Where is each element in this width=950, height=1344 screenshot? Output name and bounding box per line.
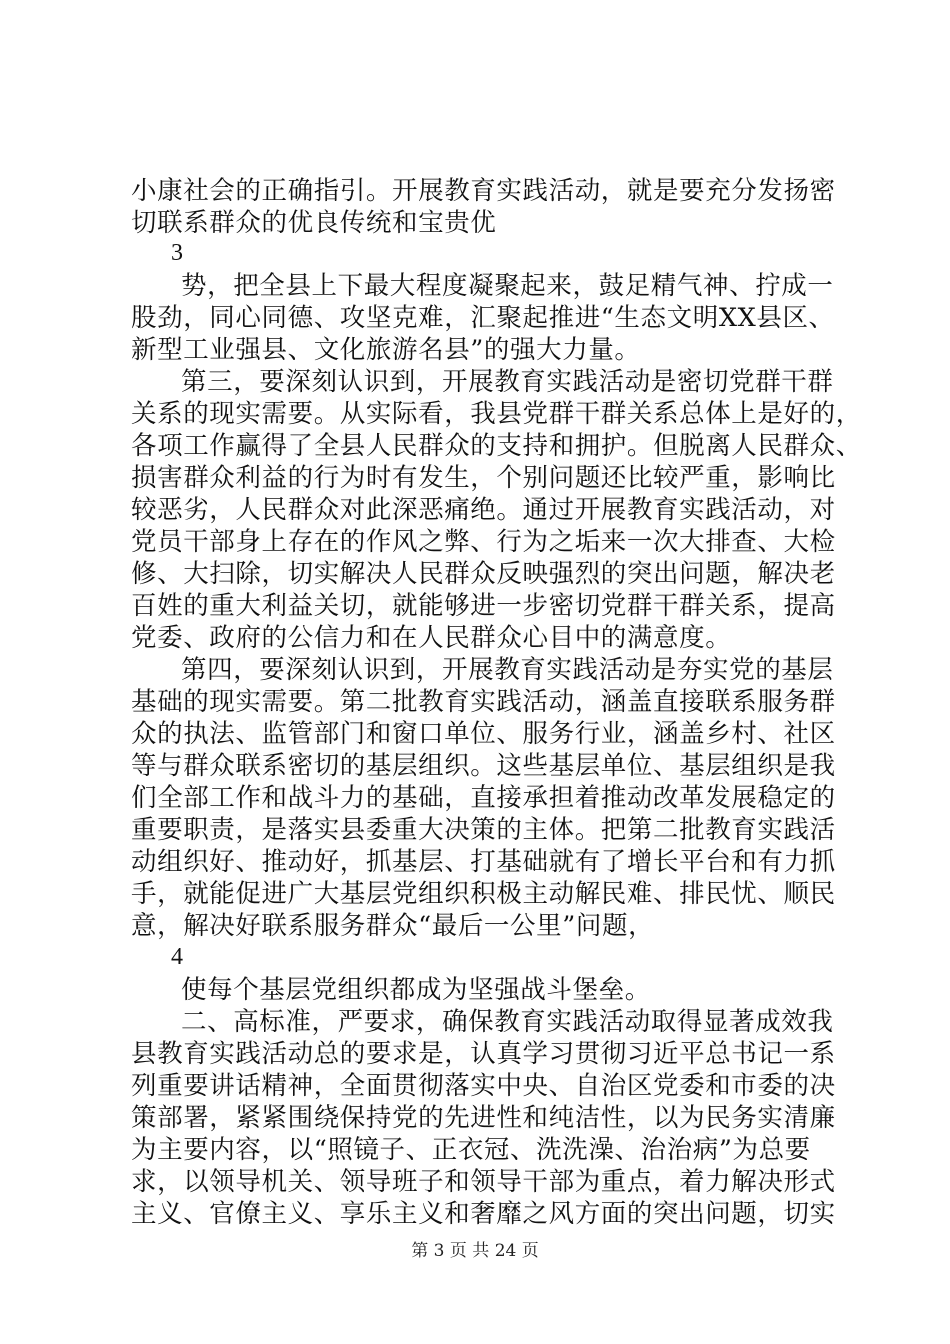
text-line: 列重要讲话精神，全面贯彻落实中央、自治区党委和市委的决 bbox=[131, 1071, 836, 1101]
text-line: 百姓的重大利益关切，就能够进一步密切党群干群关系，提高 bbox=[131, 591, 836, 621]
text-line: 主义、官僚主义、享乐主义和奢靡之风方面的突出问题，切实 bbox=[131, 1199, 836, 1229]
inline-page-number: 4 bbox=[171, 944, 183, 970]
text-line: 第四，要深刻认识到，开展教育实践活动是夯实党的基层 bbox=[181, 655, 834, 685]
text-line: 为主要内容，以“照镜子、正衣冠、洗洗澡、治治病”为总要 bbox=[131, 1135, 811, 1165]
text-line: 各项工作赢得了全县人民群众的支持和拥护。但脱离人民群众、 bbox=[131, 431, 862, 461]
inline-page-number: 3 bbox=[171, 240, 183, 266]
text-line: 县教育实践活动总的要求是，认真学习贯彻习近平总书记一系 bbox=[131, 1039, 836, 1069]
text-line: 动组织好、推动好，抓基层、打基础就有了增长平台和有力抓 bbox=[131, 847, 836, 877]
text-line: 股劲，同心同德、攻坚克难，汇聚起推进“生态文明XX县区、 bbox=[131, 303, 835, 333]
text-line: 势，把全县上下最大程度凝聚起来，鼓足精气神、拧成一 bbox=[181, 271, 834, 301]
text-line: 新型工业强县、文化旅游名县”的强大力量。 bbox=[131, 335, 641, 365]
text-line: 损害群众利益的行为时有发生，个别问题还比较严重，影响比 bbox=[131, 463, 836, 493]
text-line: 等与群众联系密切的基层组织。这些基层单位、基层组织是我 bbox=[131, 751, 836, 781]
page-footer: 第 3 页 共 24 页 bbox=[411, 1241, 539, 1261]
text-line: 手，就能促进广大基层党组织积极主动解民难、排民忧、顺民 bbox=[131, 879, 836, 909]
text-line: 第三，要深刻认识到，开展教育实践活动是密切党群干群 bbox=[181, 367, 834, 397]
text-line: 求，以领导机关、领导班子和领导干部为重点，着力解决形式 bbox=[131, 1167, 836, 1197]
text-line: 基础的现实需要。第二批教育实践活动，涵盖直接联系服务群 bbox=[131, 687, 836, 717]
text-line: 意，解决好联系服务群众“最后一公里”问题， bbox=[131, 911, 655, 941]
text-line: 党委、政府的公信力和在人民群众心目中的满意度。 bbox=[131, 623, 732, 653]
text-line: 众的执法、监管部门和窗口单位、服务行业，涵盖乡村、社区 bbox=[131, 719, 836, 749]
text-line: 关系的现实需要。从实际看，我县党群干群关系总体上是好的， bbox=[131, 399, 862, 429]
text-line: 重要职责，是落实县委重大决策的主体。把第二批教育实践活 bbox=[131, 815, 836, 845]
text-line: 切联系群众的优良传统和宝贵优 bbox=[131, 208, 497, 238]
text-line: 小康社会的正确指引。开展教育实践活动，就是要充分发扬密 bbox=[131, 176, 836, 206]
text-line: 党员干部身上存在的作风之弊、行为之垢来一次大排查、大检 bbox=[131, 527, 836, 557]
text-line: 使每个基层党组织都成为坚强战斗堡垒。 bbox=[181, 975, 651, 1005]
text-line: 较恶劣，人民群众对此深恶痛绝。通过开展教育实践活动，对 bbox=[131, 495, 836, 525]
text-line: 策部署，紧紧围绕保持党的先进性和纯洁性，以为民务实清廉 bbox=[131, 1103, 836, 1133]
text-line: 们全部工作和战斗力的基础，直接承担着推动改革发展稳定的 bbox=[131, 783, 836, 813]
text-line: 二、高标准，严要求，确保教育实践活动取得显著成效我 bbox=[181, 1007, 834, 1037]
text-line: 修、大扫除，切实解决人民群众反映强烈的突出问题，解决老 bbox=[131, 559, 836, 589]
